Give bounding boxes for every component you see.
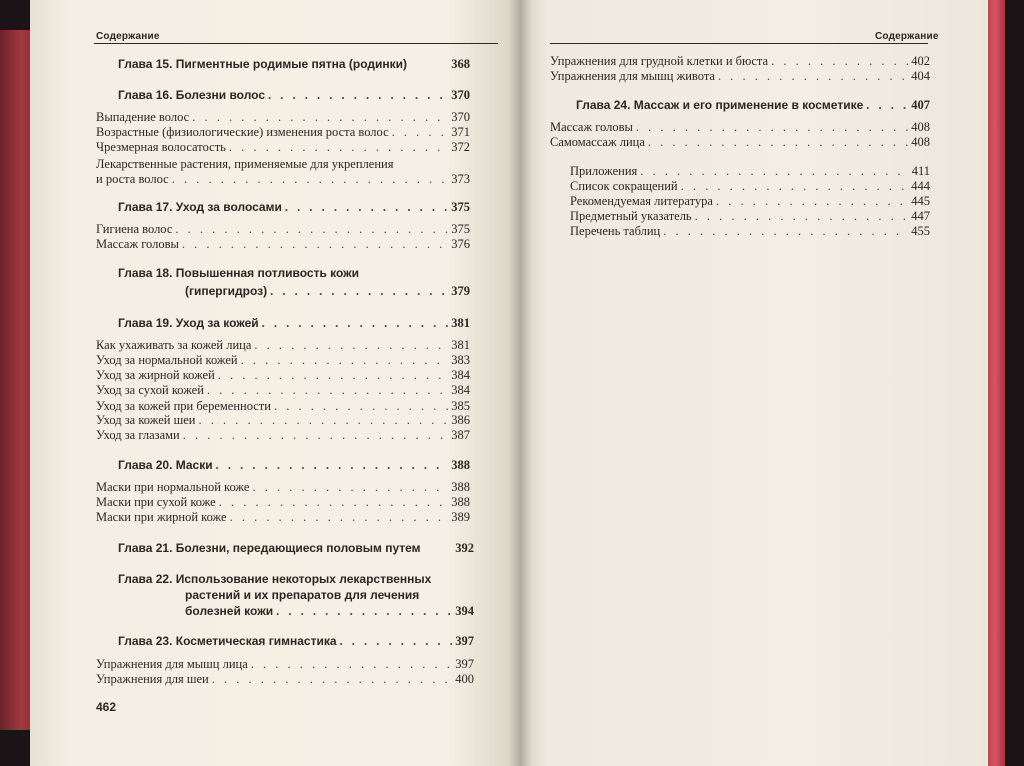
toc-entry-right-6 (570, 179, 930, 194)
toc-page-number: 388 (451, 480, 470, 494)
toc-page-number: 447 (911, 209, 930, 223)
toc-chapter-entry-left-27 (185, 604, 474, 619)
toc-page-number: 381 (451, 338, 470, 352)
toc-page-number: 444 (911, 179, 930, 193)
toc-leader-dots (252, 480, 448, 495)
toc-entry-label: Перечень таблиц (570, 224, 661, 238)
toc-entry-label: Уход за сухой кожей (96, 383, 204, 397)
toc-entry-label: Как ухаживать за кожей лица (96, 338, 252, 352)
toc-page-number: 388 (451, 495, 470, 509)
toc-entry-label: Массаж головы (96, 237, 179, 251)
toc-leader-dots (285, 200, 448, 215)
toc-entry-right-4 (550, 135, 930, 150)
toc-entry-label: растений и их препаратов для лечения (185, 588, 420, 602)
toc-entry-left-19 (96, 428, 470, 443)
toc-page-number: 400 (455, 672, 474, 686)
toc-entry-label: Глава 19. Уход за кожей (118, 316, 259, 330)
toc-page-number: 375 (451, 200, 470, 214)
toc-entry-label: Упражнения для шеи (96, 672, 209, 686)
toc-entry-label: Уход за кожей шеи (96, 413, 196, 427)
toc-entry-label: Глава 23. Косметическая гимнастика (118, 634, 337, 648)
toc-leader-dots (230, 510, 449, 525)
toc-entry-label: Маски при нормальной коже (96, 480, 250, 494)
toc-entry-left-30 (96, 672, 474, 687)
toc-leader-dots (207, 383, 448, 398)
toc-leader-dots (254, 338, 448, 353)
toc-chapter-entry-left-7 (118, 200, 470, 215)
toc-leader-dots (663, 224, 908, 239)
toc-leader-dots (172, 172, 449, 187)
toc-page-number: 383 (451, 353, 470, 367)
toc-leader-dots (192, 110, 448, 125)
right-page (520, 0, 988, 766)
toc-entry-label: Глава 15. Пигментные родимые пятна (родинки) (118, 57, 408, 71)
toc-entry-left-13 (96, 338, 470, 353)
toc-leader-dots (175, 222, 448, 237)
toc-page-number: 397 (455, 657, 474, 671)
toc-entry-label: Возрастные (физиологические) изменения роста волос (96, 125, 389, 139)
book-cover-right-edge (985, 0, 1005, 766)
toc-entry-left-14 (96, 353, 470, 368)
header-rule-right (550, 43, 928, 44)
toc-entry-left-9 (96, 237, 470, 252)
toc-page-number: 386 (451, 413, 470, 427)
toc-entry-label: Глава 18. Повышенная потливость кожи (118, 266, 360, 280)
toc-page-number: 368 (451, 57, 470, 71)
toc-entry-left-18 (96, 413, 470, 428)
toc-entry-right-1 (550, 69, 930, 84)
toc-leader-dots (219, 495, 449, 510)
toc-leader-dots (648, 135, 908, 150)
running-head-right: Содержание (875, 31, 939, 42)
toc-entry-left-21 (96, 480, 470, 495)
toc-entry-label: Приложения (570, 164, 638, 178)
toc-leader-dots (212, 672, 453, 687)
toc-chapter-entry-left-20 (118, 458, 470, 473)
toc-leader-dots (716, 194, 908, 209)
toc-entry-left-23 (96, 510, 470, 525)
toc-entry-label: Уход за жирной кожей (96, 368, 215, 382)
toc-entry-label: Глава 20. Маски (118, 458, 213, 472)
toc-entry-label: Упражнения для мышц живота (550, 69, 715, 83)
toc-entry-label: Упражнения для мышц лица (96, 657, 248, 671)
toc-entry-right-3 (550, 120, 930, 135)
toc-leader-dots (241, 353, 449, 368)
toc-page-number: 445 (911, 194, 930, 208)
toc-entry-right-0 (550, 54, 930, 69)
toc-leader-dots (340, 634, 453, 649)
toc-entry-label: (гипергидроз) (185, 284, 268, 298)
toc-page-number: 408 (911, 135, 930, 149)
toc-page-number: 370 (451, 110, 470, 124)
toc-entry-label: Самомассаж лица (550, 135, 645, 149)
toc-chapter-entry-left-26 (185, 588, 474, 603)
toc-entry-label: Глава 21. Болезни, передающиеся половым путем (118, 541, 421, 555)
toc-leader-dots (182, 237, 448, 252)
toc-chapter-entry-left-12 (118, 316, 470, 331)
toc-page-number: 376 (451, 237, 470, 251)
book-gutter (508, 0, 532, 766)
toc-entry-label: Уход за глазами (96, 428, 180, 442)
toc-leader-dots (718, 69, 908, 84)
toc-chapter-entry-left-25 (118, 572, 474, 587)
toc-entry-label: и роста волос (96, 172, 169, 186)
toc-page-number: 397 (455, 634, 474, 648)
toc-entry-left-8 (96, 222, 470, 237)
toc-entry-label: Рекомендуемая литература (570, 194, 713, 208)
toc-entry-label: Глава 22. Использование некоторых лекарственных (118, 572, 432, 586)
toc-entry-left-6 (96, 172, 470, 187)
toc-leader-dots (274, 399, 448, 414)
toc-entry-label: Маски при сухой коже (96, 495, 216, 509)
toc-entry-right-9 (570, 224, 930, 239)
toc-page-number: 389 (451, 510, 470, 524)
toc-page-number: 394 (455, 604, 474, 618)
toc-entry-left-16 (96, 383, 470, 398)
toc-page-number: 408 (911, 120, 930, 134)
toc-page-number: 404 (911, 69, 930, 83)
toc-leader-dots (392, 125, 449, 140)
running-head-left: Содержание (96, 31, 160, 42)
toc-page-number: 384 (451, 383, 470, 397)
toc-page-number: 379 (451, 284, 470, 298)
toc-page-number: 381 (451, 316, 470, 330)
toc-entry-left-15 (96, 368, 470, 383)
toc-entry-label: Выпадение волос (96, 110, 190, 124)
toc-entry-left-29 (96, 657, 474, 672)
toc-entry-left-3 (96, 125, 470, 140)
toc-page-number: 388 (451, 458, 470, 472)
toc-leader-dots (216, 458, 449, 473)
toc-chapter-entry-left-0 (118, 57, 470, 72)
toc-entry-right-7 (570, 194, 930, 209)
left-page (30, 0, 520, 766)
toc-page-number: 402 (911, 54, 930, 68)
toc-entry-label: Глава 24. Массаж и его применение в косметике (576, 98, 864, 112)
toc-entry-label: Упражнения для грудной клетки и бюста (550, 54, 769, 68)
toc-leader-dots (198, 413, 448, 428)
toc-chapter-entry-left-1 (118, 88, 470, 103)
toc-leader-dots (681, 179, 909, 194)
toc-page-number: 372 (451, 140, 470, 154)
toc-entry-right-8 (570, 209, 930, 224)
toc-chapter-entry-left-28 (118, 634, 474, 649)
toc-chapter-entry-left-11 (185, 284, 470, 299)
toc-page-number: 411 (911, 164, 930, 178)
toc-entry-label: Уход за нормальной кожей (96, 353, 238, 367)
header-rule-left (94, 43, 498, 44)
toc-entry-left-4 (96, 140, 470, 155)
toc-entry-left-5 (96, 157, 470, 172)
toc-page-number: 385 (451, 399, 470, 413)
toc-entry-label: Маски при жирной коже (96, 510, 227, 524)
toc-page-number: 375 (451, 222, 470, 236)
toc-leader-dots (636, 120, 908, 135)
toc-chapter-entry-left-10 (118, 266, 470, 281)
toc-leader-dots (276, 604, 452, 619)
toc-leader-dots (640, 164, 908, 179)
toc-page-number: 392 (455, 541, 474, 555)
toc-chapter-entry-left-24 (118, 541, 474, 556)
toc-page-number: 371 (451, 125, 470, 139)
toc-entry-label: Уход за кожей при беременности (96, 399, 271, 413)
toc-leader-dots (695, 209, 909, 224)
toc-page-number: 455 (911, 224, 930, 238)
toc-page-number: 384 (451, 368, 470, 382)
toc-entry-label: Лекарственные растения, применяемые для укрепления (96, 157, 394, 171)
toc-entry-label: Чрезмерная волосатость (96, 140, 226, 154)
toc-leader-dots (229, 140, 448, 155)
toc-entry-label: Глава 17. Уход за волосами (118, 200, 282, 214)
toc-page-number: 407 (911, 98, 930, 112)
toc-entry-label: Массаж головы (550, 120, 633, 134)
toc-leader-dots (251, 657, 452, 672)
toc-leader-dots (866, 98, 908, 113)
toc-entry-label: Глава 16. Болезни волос (118, 88, 266, 102)
toc-leader-dots (270, 284, 448, 299)
toc-leader-dots (218, 368, 448, 383)
toc-entry-left-22 (96, 495, 470, 510)
toc-leader-dots (183, 428, 449, 443)
toc-leader-dots (268, 88, 448, 103)
toc-chapter-entry-right-2 (576, 98, 930, 113)
toc-leader-dots (262, 316, 449, 331)
toc-entry-label: болезней кожи (185, 604, 274, 618)
toc-entry-left-2 (96, 110, 470, 125)
toc-entry-label: Гигиена волос (96, 222, 173, 236)
page-number: 462 (96, 700, 117, 714)
toc-entry-right-5 (570, 164, 930, 179)
toc-page-number: 370 (451, 88, 470, 102)
toc-page-number: 387 (451, 428, 470, 442)
toc-page-number: 373 (451, 172, 470, 186)
toc-entry-left-17 (96, 399, 470, 414)
toc-entry-label: Предметный указатель (570, 209, 692, 223)
toc-entry-label: Список сокращений (570, 179, 678, 193)
toc-leader-dots (771, 54, 908, 69)
